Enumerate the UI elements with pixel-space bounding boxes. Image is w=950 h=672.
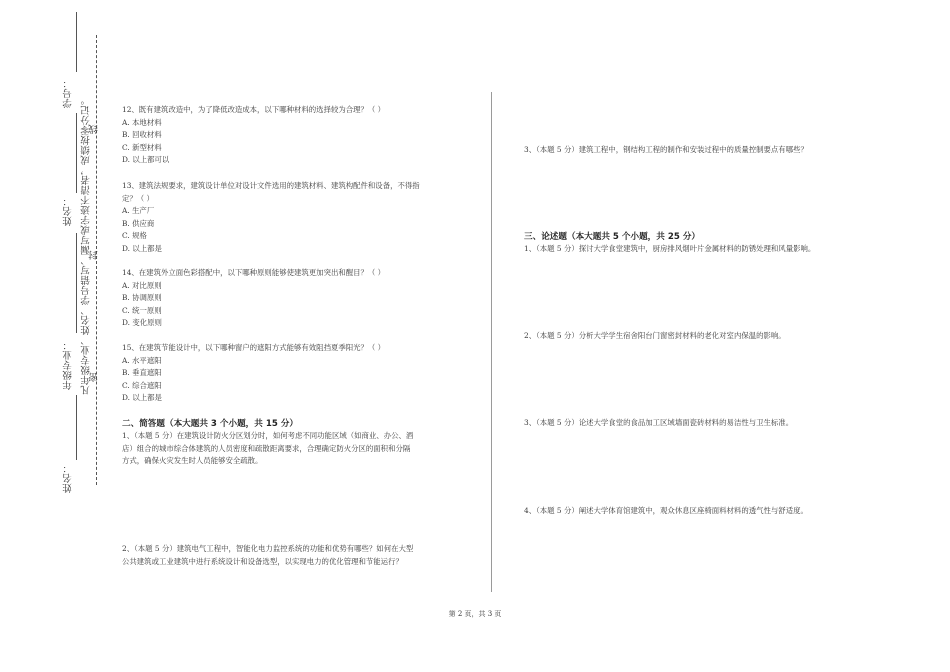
option-a: A. 水平遮阳 (122, 355, 162, 365)
binding-notice: 凡年级专业、姓名、学号错写、漏写或字迹不清者，成绩按零分记。 (81, 95, 92, 395)
option-b: B. 供应商 (122, 218, 155, 228)
question-13 (122, 180, 420, 256)
seal-mark: 密 (89, 372, 100, 382)
class-label: 年级专业： (63, 340, 74, 390)
option-d: D. 变化原则 (122, 318, 162, 328)
option-b: B. 协调原则 (122, 293, 162, 303)
binding-line-2 (76, 113, 77, 193)
option-a: A. 对比原则 (122, 280, 162, 290)
question-text-cont: 店）组合的城市综合体建筑的人员密度和疏散距离要求，合理确定防火分区的面积和分隔 (122, 443, 411, 453)
school-label: 姓名： (63, 463, 74, 493)
option-d: D. 以上都可以 (122, 155, 170, 165)
question-text: 15、在建筑节能设计中，以下哪种窗户的遮阳方式能够有效阻挡夏季阳光？（ ） (122, 343, 386, 352)
short-answer-1 (122, 430, 413, 468)
question-text: 1、（本题 5 分）在建筑设计防火分区划分时，如何考虑不同功能区域（如商业、办公、酒 (122, 431, 414, 440)
question-text: 2、（本题 5 分）建筑电气工程中，智能化电力监控系统的功能和优势有哪些？如何在大型 (122, 544, 414, 553)
binding-line-3 (76, 233, 77, 333)
page-number: 第 2 页，共 3 页 (448, 610, 502, 618)
question-text: 13、建筑法规要求，建筑设计单位对设计文件选用的建筑材料、建筑构配件和设备，不得指 (122, 181, 420, 190)
line-mark: 线 (89, 124, 100, 134)
binding-dash-line (96, 35, 97, 485)
option-b: B. 垂直遮阳 (122, 368, 162, 378)
option-d: D. 以上都是 (122, 243, 162, 253)
option-c: C. 规格 (122, 231, 147, 241)
question-text-cont: 方式，确保火灾发生时人员能够安全疏散。 (122, 456, 263, 466)
question-text-cont: 定？（ ） (122, 193, 154, 203)
option-a: A. 生产厂 (122, 206, 155, 216)
question-text: 14、在建筑外立面色彩搭配中，以下哪种原则能够使建筑更加突出和醒目？（ ） (122, 268, 386, 277)
name-label: 姓名： (63, 196, 74, 226)
section-2-title: 二、简答题（本大题共 3 个小题，共 15 分） (122, 419, 299, 429)
question-text: 12、既有建筑改造中，为了降低改造成本，以下哪种材料的选择较为合理？（ ） (122, 105, 386, 114)
fold-mark: 封 (89, 250, 100, 260)
essay-1: 1、（本题 5 分）探讨大学食堂建筑中，厨房排风烟叶片金属材料的防锈处理和风量影响。 (524, 244, 816, 253)
question-14 (122, 267, 385, 330)
section-3-title: 三、论述题（本大题共 5 个小题，共 25 分） (524, 232, 701, 242)
question-15 (122, 342, 385, 405)
option-d: D. 以上都是 (122, 393, 162, 403)
short-answer-3: 3、（本题 5 分）建筑工程中，钢结构工程的制作和安装过程中的质量控制要点有哪些？ (524, 145, 808, 154)
essay-3: 3、（本题 5 分）论述大学食堂的食品加工区域墙面瓷砖材料的易洁性与卫生标准。 (524, 418, 794, 427)
option-c: C. 新型材料 (122, 142, 162, 152)
question-12 (122, 104, 385, 167)
binding-line-top (76, 12, 77, 72)
option-c: C. 统一原则 (122, 305, 162, 315)
binding-line-4 (76, 395, 77, 460)
essay-4: 4、（本题 5 分）阐述大学体育馆建筑中，观众休息区座椅面料材料的透气性与舒适度。 (524, 506, 808, 515)
short-answer-2 (122, 543, 413, 568)
question-text-cont: 公共建筑或工业建筑中进行系统设计和设备选型，以实现电力的优化管理和节能运行？ (122, 556, 403, 566)
student-no-label: 学号： (63, 78, 74, 108)
option-b: B. 回收材料 (122, 130, 162, 140)
option-c: C. 综合遮阳 (122, 380, 162, 390)
option-a: A. 本地材料 (122, 117, 162, 127)
column-divider (491, 92, 492, 592)
essay-2: 2、（本题 5 分）分析大学学生宿舍阳台门窗密封材料的老化对室内保温的影响。 (524, 331, 786, 340)
